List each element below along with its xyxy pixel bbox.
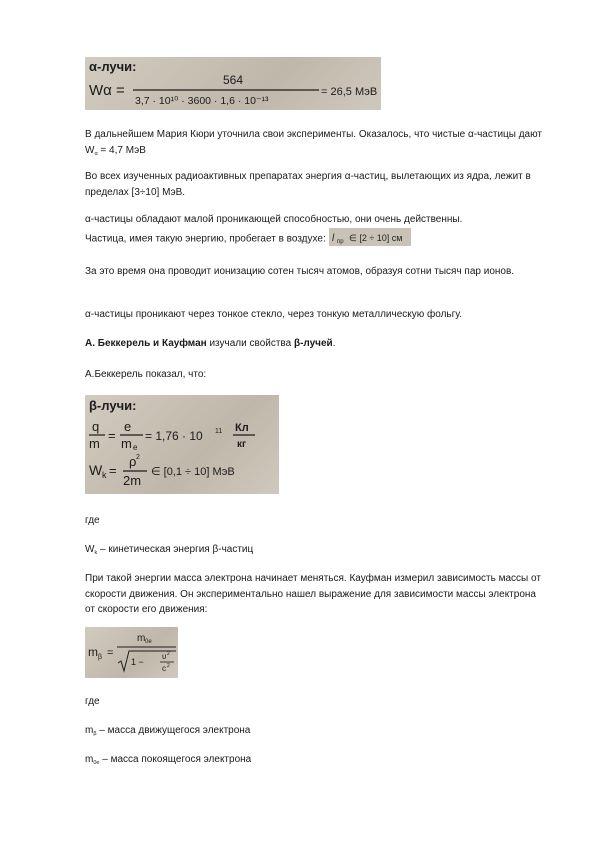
svg-text:∈ [2 ÷ 10] см: ∈ [2 ÷ 10] см xyxy=(348,233,403,243)
svg-text:2: 2 xyxy=(167,651,170,657)
beta-formula-image xyxy=(85,395,279,494)
svg-text:k: k xyxy=(102,470,107,480)
paragraph-becquerel-showed: А.Беккерель показал, что: xyxy=(85,369,207,380)
svg-text:l: l xyxy=(331,233,334,244)
paragraph-penetration: α-частицы обладают малой проникающей способностью, они очень действенны. xyxy=(85,214,463,225)
paragraph-glass-foil: α-частицы проникают через тонкое стекло, через тонкую металлическую фольгу. xyxy=(85,309,463,320)
alpha-denominator: 3,7 · 10¹⁰ · 3600 · 1,6 · 10⁻¹³ xyxy=(135,95,269,107)
paragraph-wk-definition: $W_k$ – кинетическая энергия β-частиц xyxy=(85,544,254,556)
alpha-numerator: 564 xyxy=(223,73,244,87)
svg-text:ρ: ρ xyxy=(129,454,137,469)
svg-text:c: c xyxy=(162,664,166,673)
alpha-result: = 26,5 МэВ xyxy=(321,86,378,98)
svg-text:β: β xyxy=(98,654,103,661)
paragraph-ionization: За это время она проводит ионизацию сотен тысяч атомов, образуя сотни тысяч пар ионов. xyxy=(85,266,515,277)
range-formula-image xyxy=(329,228,411,246)
svg-text:2m: 2m xyxy=(123,473,142,488)
svg-text:e: e xyxy=(124,419,132,434)
paragraph-kaufman: При такой энергии масса электрона начинает меняться. Кауфман измерил зависимость массы от скорости движения. Он экспериментально нашел выражение для зависимости массы электрона от скорости его движения: xyxy=(85,573,541,615)
svg-text:1 −: 1 − xyxy=(131,657,144,667)
paragraph-becquerel-kaufman: А. Беккерель и Кауфман изучали свойства β-лучей. xyxy=(85,338,336,349)
paragraph-where-1: где xyxy=(85,515,100,526)
svg-text:0e: 0e xyxy=(145,639,152,645)
paragraph-curie: В дальнейшем Мария Кюри уточнила свои эксперименты. Оказалось, что чистые α-частицы дают $W_\alpha = 4,7$ МэВ xyxy=(85,129,542,157)
mass-formula-image xyxy=(85,627,178,678)
svg-text:q: q xyxy=(92,419,100,434)
paragraph-energy-range: Во всех изученных радиоактивных препаратах энергия α-частиц, вылетающих из ядра, лежит в пределах [3÷10] МэВ. xyxy=(85,171,531,198)
svg-text:υ: υ xyxy=(162,652,167,661)
svg-text:β-лучи:: β-лучи: xyxy=(89,398,137,413)
svg-text:2: 2 xyxy=(167,663,170,669)
svg-text:∈ [0,1 ÷ 10] МэВ: ∈ [0,1 ÷ 10] МэВ xyxy=(151,466,235,478)
svg-text:=: = xyxy=(107,647,114,659)
svg-text:m: m xyxy=(88,645,98,659)
svg-text:=: = xyxy=(108,428,116,443)
svg-text:e: e xyxy=(133,443,138,452)
svg-text:m: m xyxy=(137,633,146,644)
svg-text:Кл: Кл xyxy=(235,422,249,434)
svg-text:=: = xyxy=(109,463,117,478)
alpha-formula-image xyxy=(85,57,381,110)
alpha-title: α-лучи: xyxy=(89,59,137,74)
paragraph-m0e-definition: $m_{0e}$ – масса покоящегося электрона xyxy=(85,754,252,766)
paragraph-range-in-air: Частица, имея такую энергию, пробегает в воздухе: l пр ∈ [2 ÷ 10] см xyxy=(85,230,545,248)
svg-text:= 1,76 · 10: = 1,76 · 10 xyxy=(145,429,203,443)
svg-text:W: W xyxy=(89,462,103,478)
paragraph-where-2: где xyxy=(85,696,100,707)
svg-text:2: 2 xyxy=(136,454,140,461)
svg-text:кг: кг xyxy=(237,439,247,450)
svg-text:m: m xyxy=(89,436,100,451)
paragraph-m-beta-definition: $m_\beta$ – масса движущегося электрона xyxy=(85,725,251,737)
svg-text:11: 11 xyxy=(215,428,223,435)
svg-text:пр: пр xyxy=(336,239,344,245)
svg-text:m: m xyxy=(121,436,132,451)
alpha-lhs: Wα = xyxy=(89,82,125,99)
